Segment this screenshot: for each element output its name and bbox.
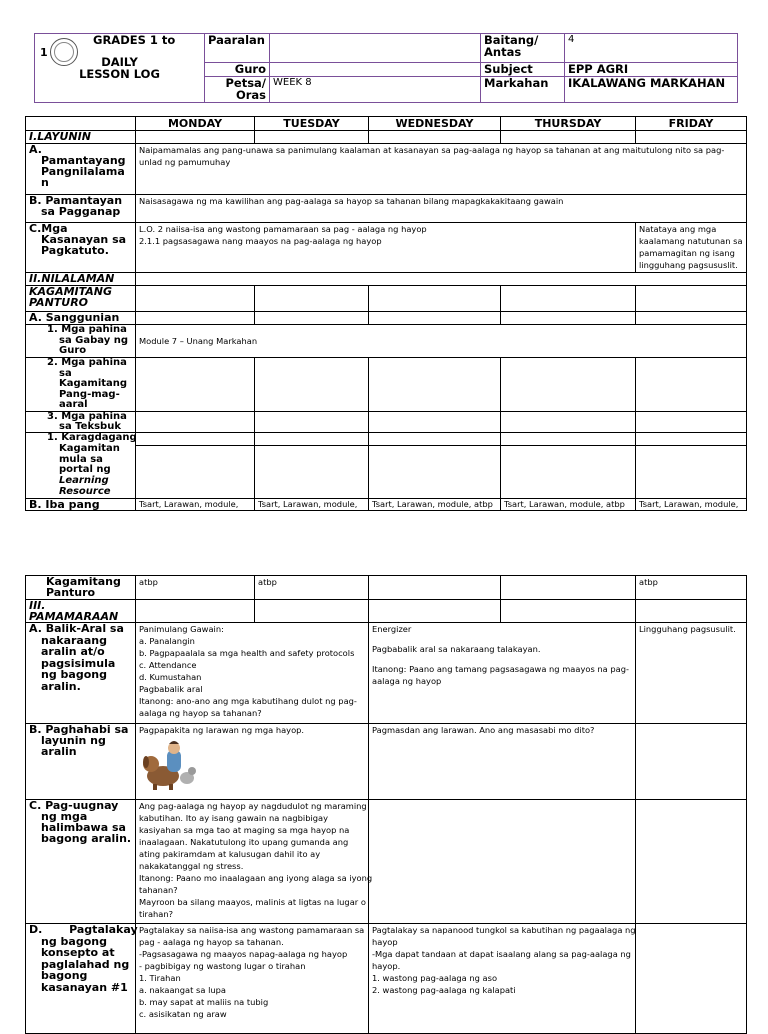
baitang-label: Baitang/ Antas [481,34,565,63]
markahan-label: Markahan [481,77,565,103]
pagtalakay-monday: Pagtalakay sa naiisa-isa ang wastong pamamaraan sa pag - aalaga ng hayop sa tahanan. -Pagsasagawa ng maayos napag-aalaga ng hayop - pagbibigay ng wastong lugar o tirahan 1. Tirahan a. nakaangat sa lupa b. may sapat at maliis na tubig c. asisikatan ng araw [136,924,369,1034]
paghahabi-monday: Pagpapakita ng larawan ng mga hayop. [136,724,369,800]
iba-pang-thursday: Tsart, Larawan, module, atbp [501,498,636,510]
gabay-ng-guro-label: 1. Mga pahina sa Gabay ng Guro [26,325,136,358]
balik-aral-label: A. Balik-Aral sa nakaraang aralin at/o pagsisimula ng bagong aralin. [26,623,136,724]
pamantayan-sa-pagganap-text: Naisasagawa ng ma kawilihan ang pag-aalaga sa hayop sa tahanan bilang mapagkakakitaang gawain [136,195,747,223]
balik-aral-wednesday: Energizer Pagbabalik aral sa nakaraang talakayan. Itanong: Paano ang tamang pagsasagawa ng maayos na pag- aalaga ng hayop [369,623,636,724]
kasanayan-sa-pagkatuto-text: L.O. 2 naiisa-isa ang wastong pamamaraan sa pag - aalaga ng hayop 2.1.1 pagsasagawa nang maayos na pag-aalaga ng hayop [136,223,636,273]
petsa-label: Petsa/ Oras [205,77,270,103]
pagtalakay-wednesday: Pagtalakay sa napanood tungkol sa kabutihan ng pagaalaga ng hayop -Mga dapat tandaan at dapat isaalang alang sa pag-aalaga ng hayop. 1. wastong pag-aalaga ng aso 2. wastong pag-aalaga ng kalapati [369,924,636,1034]
day-header-friday: FRIDAY [636,117,747,131]
paaralan-value [270,34,481,63]
paghahabi-wednesday: Pagmasdan ang larawan. Ano ang masasabi mo dito? [369,724,636,800]
grades-prefix: 1 [40,46,48,59]
iba-pang-tuesday: Tsart, Larawan, module, [255,498,369,510]
gabay-ng-guro-text: Module 7 – Unang Markahan [136,325,747,358]
lesson-table-page-2 [25,575,747,1034]
pamantayang-pangnilalaman-label: A. Pamantayang Pangnilalama n [26,144,136,195]
balik-aral-friday: Lingguhang pagsusulit. [636,623,747,724]
kagamitang-pang-mag-aaral-label: 2. Mga pahina sa Kagamitang Pang-mag- aaral [26,358,136,412]
guro-label: Guro [205,63,270,77]
baitang-value: 4 [565,34,738,63]
paaralan-label: Paaralan [205,34,270,63]
animals-illustration [139,740,199,792]
day-header-tuesday: TUESDAY [255,117,369,131]
layunin-heading: I.LAYUNIN [26,131,136,144]
kasanayan-sa-pagkatuto-label: C.Mga Kasanayan sa Pagkatuto. [26,223,136,273]
pag-uugnay-monday: Ang pag-aalaga ng hayop ay nagdudulot ng maraming kabutihan. Ito ay isang gawain na nagbibigay kasiyahan sa mga tao at maging sa mga hayop na inaalagaan. Nakatutulong ito upang gumanda ang ating pakiramdam at kalusugan dahil ito ay nakakatanggal ng stress. Itanong: Paano mo inaalagaan ang iyong alaga sa iyong tahanan? Mayroon ba silang maayos, malinis at ligtas na lugar o tirahan? [136,800,369,924]
day-header-monday: MONDAY [136,117,255,131]
petsa-value: WEEK 8 [270,77,481,103]
iba-pang-label: B. Iba pang [26,498,136,510]
sanggunian-label: A. Sanggunian [26,312,136,325]
pamamaraan-heading: III. PAMAMARAAN [26,600,136,623]
day-header-thursday: THURSDAY [501,117,636,131]
kasanayan-friday-text: Natataya ang mga kaalamang natutunan sa pamamagitan ng isang lingguhang pagsususlit. [636,223,747,273]
markahan-value: IKALAWANG MARKAHAN [565,77,738,103]
header-table [34,33,738,103]
balik-aral-monday: Panimulang Gawain: a. Panalangin b. Pagpapaalala sa mga health and safety protocols c. Attendance d. Kumustahan Pagbabalik aral Itanong: ano-ano ang mga kabutihang dulot ng pag- aalaga ng hayop sa tahanan? [136,623,369,724]
pamantayang-pangnilalaman-text: Naipamamalas ang pang-unawa sa panimulang kaalaman at kasanayan sa pag-aalaga ng hayop sa tahanan at ang maitutulong nito sa pag-unlad ng pamumuhay [136,144,747,195]
subject-value: EPP AGRI [565,63,738,77]
kagamitang-friday: atbp [636,576,747,600]
iba-pang-monday: Tsart, Larawan, module, [136,498,255,510]
lesson-table-page-1 [25,116,747,511]
pagtalakay-label: D. Pagtalakay ng bagong konsepto at paglalahad ng bagong kasanayan #1 [26,924,136,1034]
lesson-log-title: GRADES 1 to DAILY LESSON LOG [35,34,205,103]
pamantayan-sa-pagganap-label: B. Pamantayan sa Pagganap [26,195,136,223]
kagamitang-panturo-heading: KAGAMITANG PANTURO [26,286,136,312]
kagamitang-panturo-label: Kagamitang Panturo [26,576,136,600]
karagdagang-kagamitan-label: 1. Karagdagang Kagamitan mula sa portal ng Learning Resource [26,433,136,499]
nilalaman-heading: II.NILALAMAN [26,273,136,286]
kagamitang-tuesday: atbp [255,576,369,600]
day-header-wednesday: WEDNESDAY [369,117,501,131]
kagamitang-monday: atbp [136,576,255,600]
guro-value [270,63,481,77]
iba-pang-wednesday: Tsart, Larawan, module, atbp [369,498,501,510]
subject-label: Subject [481,63,565,77]
iba-pang-friday: Tsart, Larawan, module, [636,498,747,510]
teksbuk-label: 3. Mga pahina sa Teksbuk [26,412,136,433]
pag-uugnay-label: C. Pag-uugnay ng mga halimbawa sa bagong aralin. [26,800,136,924]
paghahabi-label: B. Paghahabi sa layunin ng aralin [26,724,136,800]
